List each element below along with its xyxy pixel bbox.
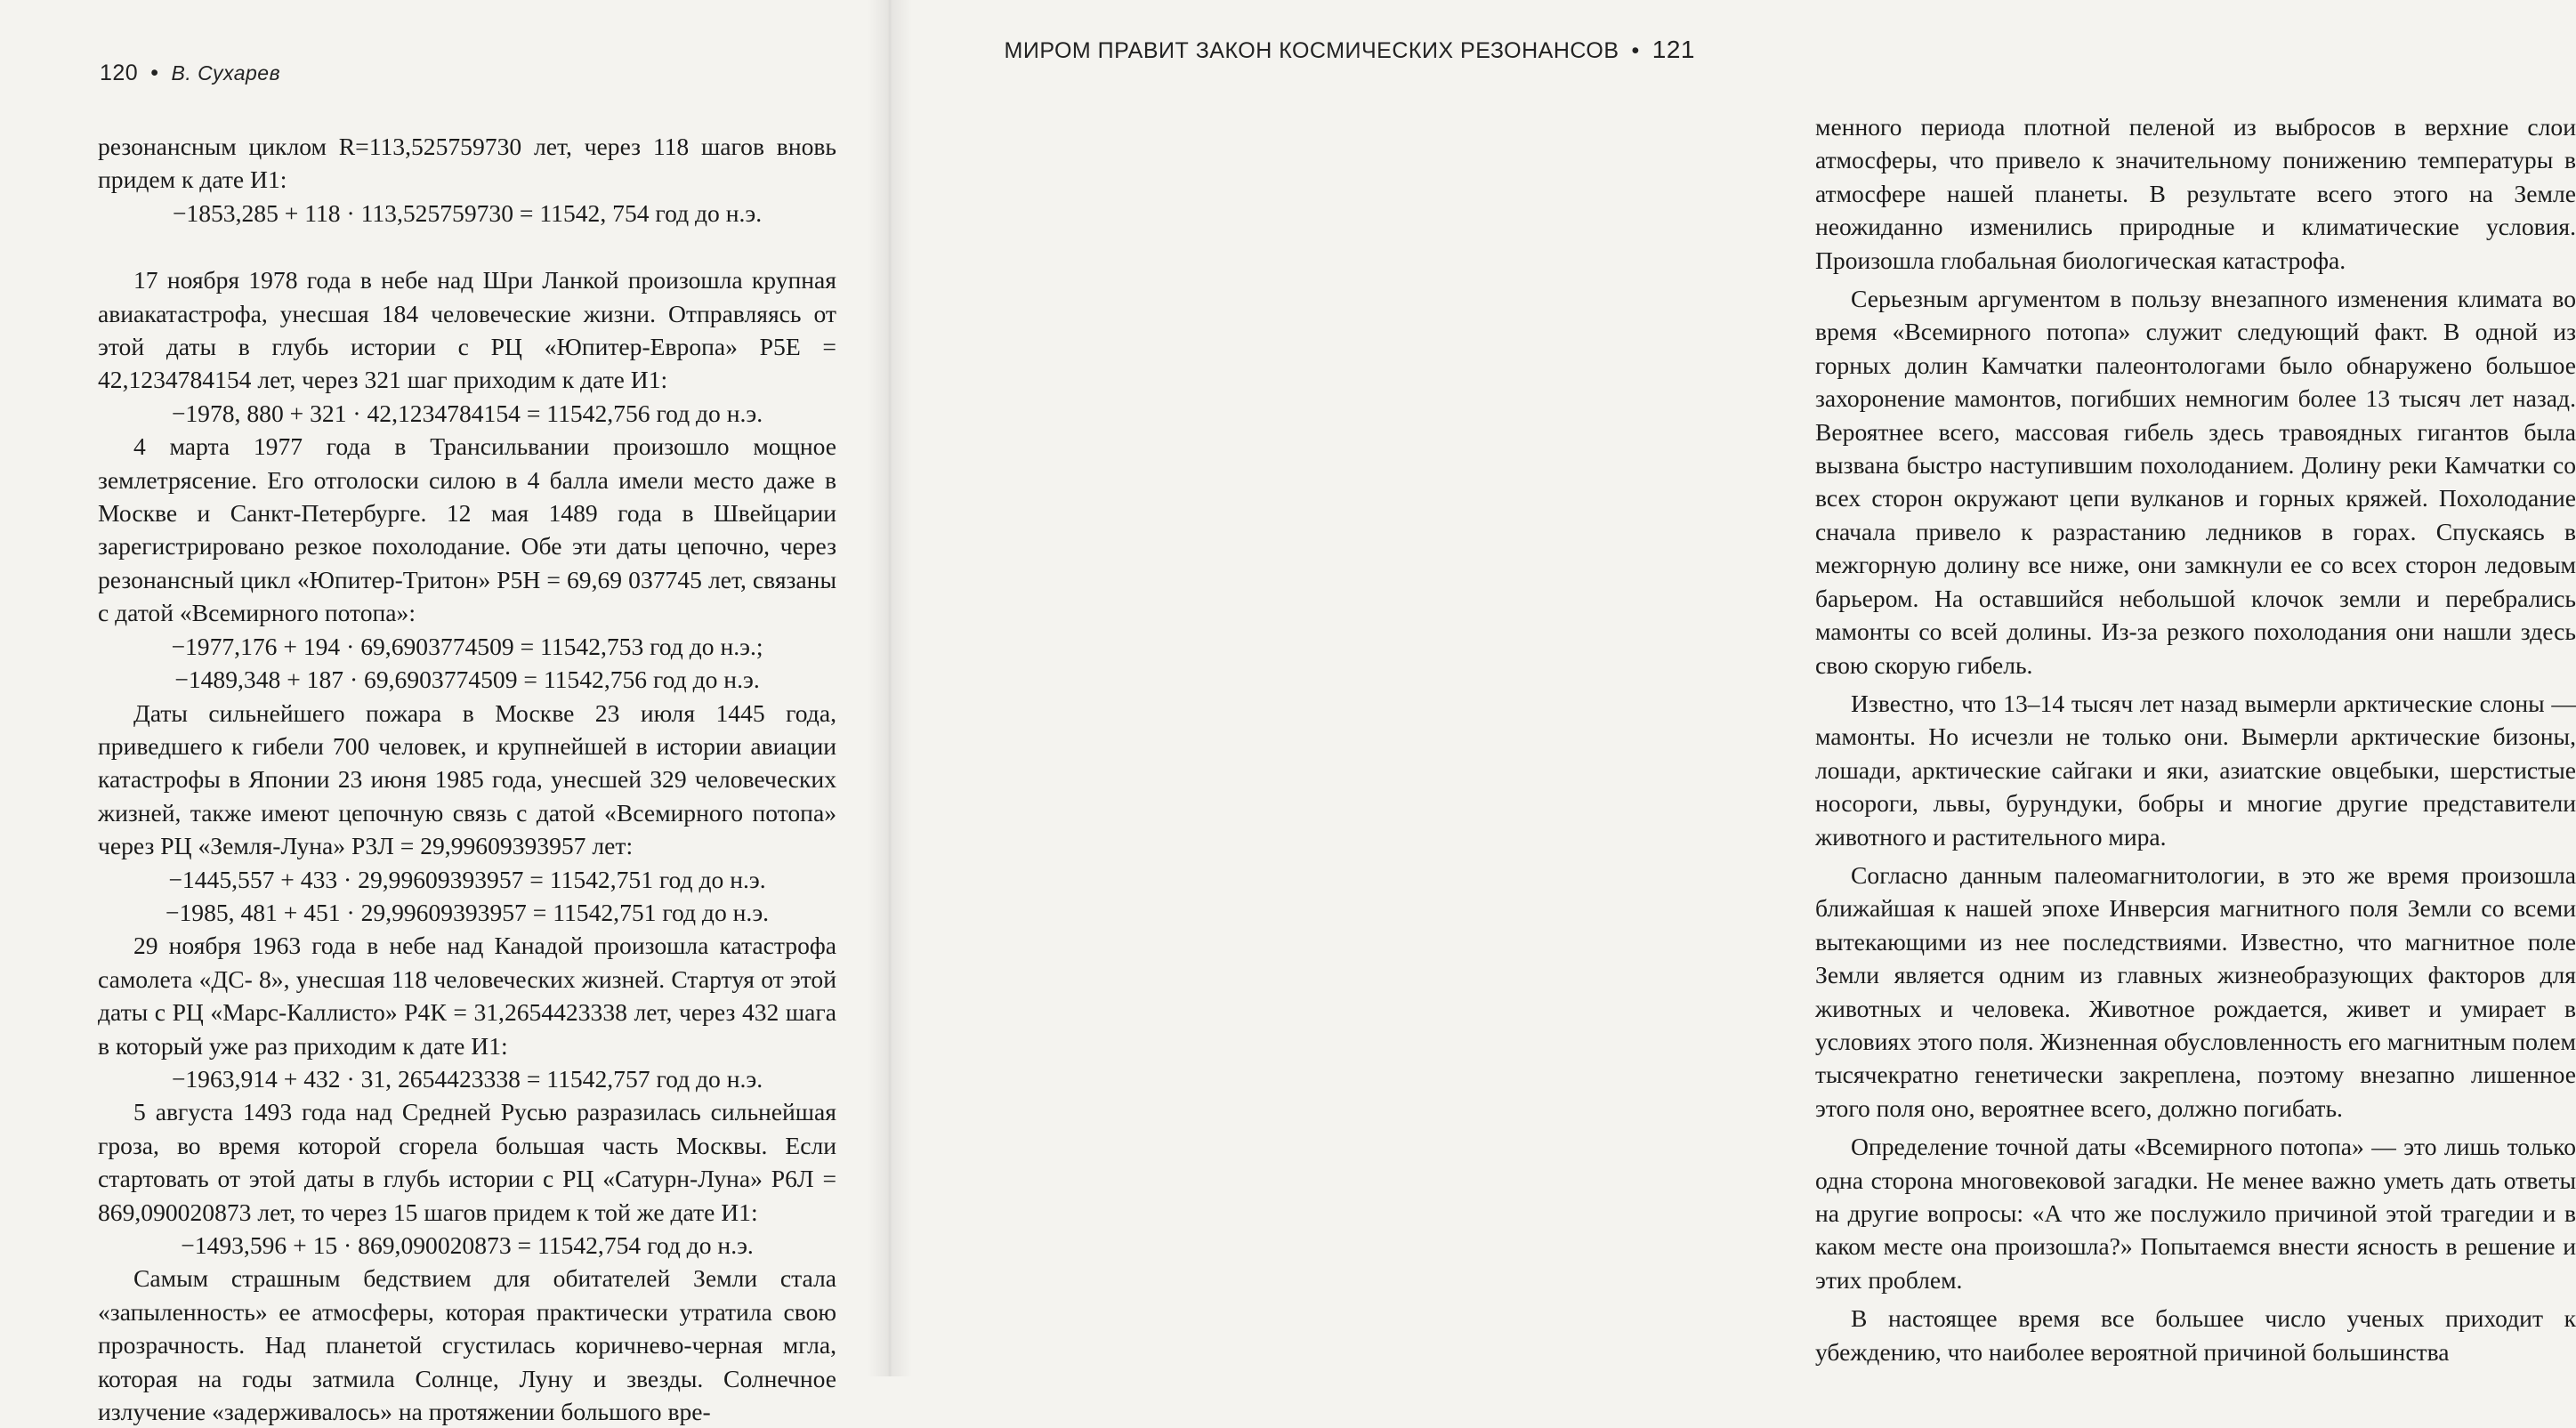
left-page-text [98,130,836,1428]
right-page-text [1815,110,2576,1368]
right-page [890,0,2576,1376]
paragraph: Известно, что 13–14 тысяч лет назад вымерли арктические слоны — мамонты. Но исчезли не только они. Вымерли арктические бизоны, лошади, арктические сайгаки и яки, азиатские овцебыки, шерстистые носороги, львы, бурундуки, бобры и многие другие представители животного и растительного мира. [1815,689,2576,851]
right-page-number: 121 [1651,36,1695,63]
formula: −1985, 481 + 451 · 29,99609393957 = 11542,751 год до н.э. [165,898,770,926]
left-page [0,0,890,1426]
left-page-number: 120 [100,61,139,85]
chapter-title: МИРОМ ПРАВИТ ЗАКОН КОСМИЧЕСКИХ РЕЗОНАНСОВ [1004,38,1619,63]
formula: −1853,285 + 118 · 113,525759730 = 11542, 754 год до н.э. [172,198,763,227]
author-name: В. Сухарев [171,61,281,85]
formula: −1977,176 + 194 · 69,6903774509 = 11542,753 год до н.э.; [171,632,763,660]
paragraph: В настоящее время все большее число ученых приходит к убеждению, что наиболее вероятной причиной большинства [1815,1304,2576,1366]
header-bullet: • [1631,38,1640,63]
formula: −1493,596 + 15 · 869,090020873 = 11542,754 год до н.э. [181,1231,754,1259]
paragraph: Даты сильнейшего пожара в Москве 23 июля 1445 года, приведшего к гибели 700 человек, и крупнейшей в истории авиации катастрофы в Японии 23 июня 1985 года, унесшей 329 человеческих жизней, также имеют цепочную связь с датой «Всемирного потопа» через РЦ «Земля-Луна» Р3Л = 29,99609393957 лет: [98,698,836,860]
formula: −1963,914 + 432 · 31, 2654423338 = 11542,757 год до н.э. [171,1064,763,1093]
paragraph: 29 ноября 1963 года в небе над Канадой произошла катастрофа самолета «ДС- 8», унесшая 118 человеческих жизней. Стартуя от этой даты с РЦ «Марс-Каллисто» Р4К = 31,2654423338 лет, через 432 шага в который уже раз приходим к дате И1: [98,932,836,1060]
paragraph: Серьезным аргументом в пользу внезапного изменения климата во время «Всемирного потопа» служит следующий факт. В одной из горных долин Камчатки палеонтологами было обнаружено большое захоронение мамонтов, погибших немногим более 13 тысяч лет назад. Вероятнее всего, массовая гибель здесь травоядных гигантов была вызвана быстро наступившим похолоданием. Долину реки Камчатки со всех сторон окружают цепи вулканов и горных кряжей. Похолодание сначала привело к разрастанию ледников в горах. Спускаясь в межгорную долину все ниже, они замкнули ее со всех сторон ледовым барьером. На оставшийся небольшой клочок земли и перебрались мамонты со всей долины. Из-за резкого похолодания они нашли здесь свою скорую гибель. [1815,285,2576,679]
formula: −1489,348 + 187 · 69,6903774509 = 11542,756 год до н.э. [174,666,760,694]
header-bullet: • [150,61,159,85]
formula: −1445,557 + 433 · 29,99609393957 = 11542,751 год до н.э. [168,865,766,893]
paragraph: резонансным циклом R=113,525759730 лет, через 118 шагов вновь придем к дате И1: [98,133,836,194]
left-running-header [100,61,280,86]
formula: −1978, 880 + 321 · 42,1234784154 = 11542,756 год до н.э. [171,399,763,427]
paragraph: менного периода плотной пеленой из выбросов в верхние слои атмосферы, что привело к значительному понижению температуры в атмосфере нашей планеты. В результате всего этого на Земле неожиданно изменились природные и климатические условия. Произошла глобальная биологическая катастрофа. [1815,113,2576,274]
right-running-header [1005,36,1695,64]
paragraph: Согласно данным палеомагнитологии, в это же время произошла ближайшая к нашей эпохе Инверсия магнитного поля Земли со всеми вытекающими из нее последствиями. Известно, что магнитное поле Земли является одним из главных жизнеобразующих факторов для животных и человека. Животное рождается, живет и умирает в условиях этого поля. Жизненная обусловленность его магнитным полем тысячекратно генетически закреплена, поэтому внезапно лишенное этого поля оно, вероятнее всего, должно погибать. [1815,860,2576,1122]
paragraph: 17 ноября 1978 года в небе над Шри Ланкой произошла крупная авиакатастрофа, унесшая 184 человеческие жизни. Отправляясь от этой даты в глубь истории с РЦ «Юпитер-Европа» Р5Е = 42,1234784154 лет, через 321 шаг приходим к дате И1: [98,266,836,394]
paragraph: Самым страшным бедствием для обитателей Земли стала «запыленность» ее атмосферы, которая практически утратила свою прозрачность. Над планетой сгустилась коричнево-черная мгла, которая на годы затмила Солнце, Луну и звезды. Солнечное излучение «задерживалось» на протяжении большого вре- [98,1264,836,1426]
paragraph: Определение точной даты «Всемирного потопа» — это лишь только одна сторона многовековой загадки. Не менее важно уметь дать ответы на другие вопросы: «А что же послужило причиной этой трагедии и в каком месте она произошла?» Попытаемся внести ясность в решение и этих проблем. [1815,1133,2576,1294]
paragraph: 4 марта 1977 года в Трансильвании произошло мощное землетрясение. Его отголоски силою в 4 балла имели место даже в Москве и Санкт-Петербурге. 12 мая 1489 года в Швейцарии зарегистрировано резкое похолодание. Обе эти даты цепочно, через резонансный цикл «Юпитер-Тритон» Р5Н = 69,69 037745 лет, связаны с датой «Всемирного потопа»: [98,432,836,627]
paragraph: 5 августа 1493 года над Средней Русью разразилась сильнейшая гроза, во время которой сгорела большая часть Москвы. Если стартовать от этой даты в глубь истории с РЦ «Сатурн-Луна» Р6Л = 869,090020873 лет, то через 15 шагов придем к той же дате И1: [98,1098,836,1226]
